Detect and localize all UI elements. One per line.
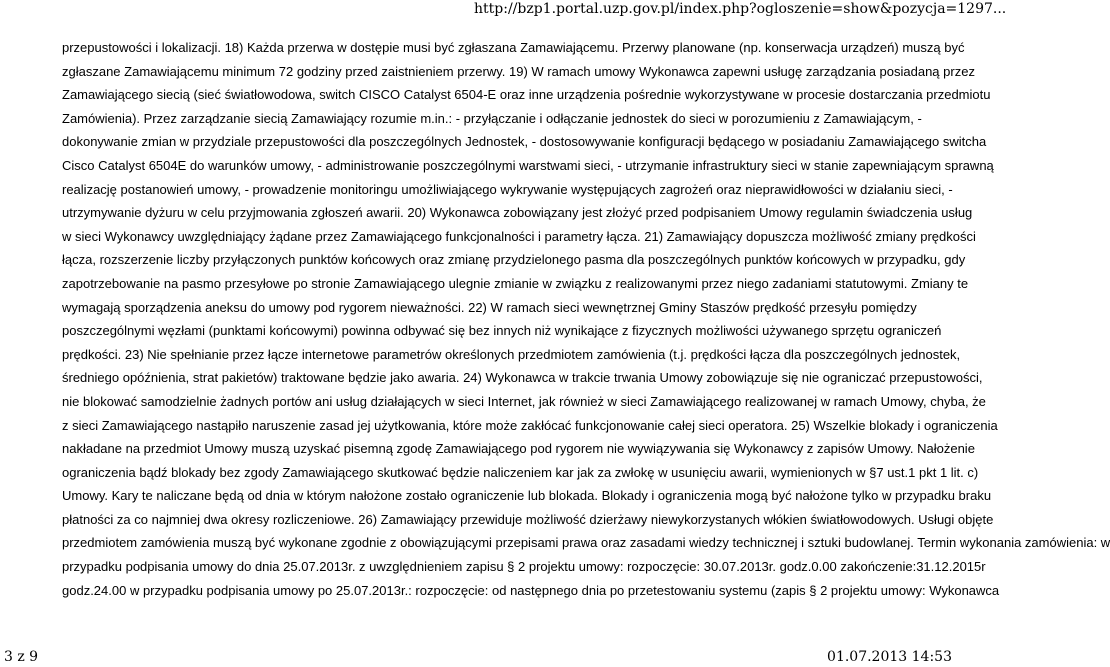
body-line: zgłaszane Zamawiającemu minimum 72 godziny przed zaistnieniem przerwy. 19) W ramach umowy Wykonawca zapewni usługę zarządzania posiadaną przez [62, 63, 975, 79]
body-line: Cisco Catalyst 6504E do warunków umowy, - administrowanie poszczególnymi warstwami sieci, - utrzymanie infrastruktury sieci w stanie zapewniającym sprawną [62, 157, 994, 173]
body-line: przedmiotem zamówienia muszą być wykonane zgodnie z obowiązującymi przepisami prawa oraz zasadami wiedzy technicznej i sztuki budowlanej. Termin wykonania zamówienia: w [62, 535, 1110, 551]
body-line: poszczególnymi węzłami (punktami końcowymi) powinna odbywać się bez innych niż wynikające z fizycznych możliwości używanego sprzętu ograniczeń [62, 323, 942, 339]
body-line: Zamawiającego siecią (sieć światłowodowa, switch CISCO Catalyst 6504-E oraz inne urządzenia pośrednie wykorzystywane w procesie dostarczania przedmiotu [62, 87, 991, 103]
body-line: utrzymywanie dyżuru w celu przyjmowania zgłoszeń awarii. 20) Wykonawca zobowiązany jest złożyć przed podpisaniem Umowy regulamin świadczenia usług [62, 205, 973, 221]
body-line: Zamówienia). Przez zarządzanie siecią Zamawiający rozumie m.in.: - przyłączanie i odłączanie jednostek do sieci w porozumieniu z Zamawiającym, - [62, 110, 922, 126]
body-line: łącza, rozszerzenie liczby przyłączonych punktów końcowych oraz zmianę przydzielonego pasma dla poszczególnych punktów końcowych w przypadku, gdy [62, 252, 966, 268]
body-line: średniego opóźnienia, strat pakietów) traktowane będzie jako awaria. 24) Wykonawca w trakcie trwania Umowy zobowiązuje się nie ograniczać przepustowości, [62, 370, 983, 386]
page-number: 3 z 9 [4, 649, 39, 665]
body-line: prędkości. 23) Nie spełnianie przez łącze internetowe parametrów określonych przedmiotem zamówienia (t.j. prędkości łącza dla poszczególnych jednostek, [62, 346, 961, 362]
body-line: dokonywanie zmian w przydziale przepustowości dla poszczególnych Jednostek, - dostosowywanie konfiguracji będącego w posiadaniu Zamawiającego switcha [62, 134, 987, 150]
document-body [62, 36, 1110, 602]
body-line: ograniczenia bądź blokady bez zgody Zamawiającego skutkować będzie naliczeniem kar jak za zwłokę w usunięciu awarii, wymienionych w §7 ust.1 pkt 1 lit. c) [62, 464, 979, 480]
body-line: przepustowości i lokalizacji. 18) Każda przerwa w dostępie musi być zgłaszana Zamawiającemu. Przerwy planowane (np. konserwacja urządzeń) muszą być [62, 40, 965, 55]
body-line: nie blokować samodzielnie żadnych portów ani usług działających w sieci Internet, jak również w sieci Zamawiającego realizowanej w ramach Umowy, chyba, że [62, 393, 986, 409]
body-line: w sieci Wykonawcy uwzględniający żądane przez Zamawiającego funkcjonalności i parametry łącza. 21) Zamawiający dopuszcza możliwość zmiany prędkości [62, 228, 976, 244]
body-line: zapotrzebowanie na pasmo przesyłowe po stronie Zamawiającego ulegnie zmianie w związku z realizowanymi przez niego zadaniami statutowymi. Zmiany te [62, 275, 969, 291]
page-url-header: http://bzp1.portal.uzp.gov.pl/index.php?ogloszenie=show&pozycja=1297... [474, 1, 1007, 17]
body-line: płatności za co najmniej dwa okresy rozliczeniowe. 26) Zamawiający przewiduje możliwość dzierżawy niewykorzystanych włókien światłowodowych. Usługi objęte [62, 511, 994, 527]
body-line: Umowy. Kary te naliczane będą od dnia w którym nałożone zostało ograniczenie lub blokada. Blokady i ograniczenia mogą być nałożone tylko w przypadku braku [62, 488, 992, 504]
body-line: godz.24.00 w przypadku podpisania umowy po 25.07.2013r.: rozpoczęcie: od następnego dnia po przetestowaniu systemu (zapis § 2 projektu umowy: Wykonawca [62, 582, 1000, 598]
body-line: przypadku podpisania umowy do dnia 25.07.2013r. z uwzględnieniem zapisu § 2 projektu umowy: rozpoczęcie: 30.07.2013r. godz.0.00 zakończenie:31.12.2015r [62, 559, 986, 575]
print-date: 01.07.2013 14:53 [827, 649, 952, 665]
body-line: wymagają sporządzenia aneksu do umowy pod rygorem nieważności. 22) W ramach sieci wewnętrznej Gminy Staszów prędkość przesyłu pomiędzy [62, 299, 917, 315]
body-line: z sieci Zamawiającego nastąpiło naruszenie zasad jej użytkowania, które może zakłócać funkcjonowanie całej sieci operatora. 25) Wszelkie blokady i ograniczenia [62, 417, 998, 433]
page-footer [0, 647, 960, 667]
body-line: nakładane na przedmiot Umowy muszą uzyskać pisemną zgodę Zamawiającego pod rygorem nie wywiązywania się Wykonawcy z zapisów Umowy. Nałożenie [62, 441, 975, 457]
body-line: realizację postanowień umowy, - prowadzenie monitoringu umożliwiającego wykrywanie występujących zagrożeń oraz nieprawidłowości w działaniu sieci, - [62, 181, 953, 197]
